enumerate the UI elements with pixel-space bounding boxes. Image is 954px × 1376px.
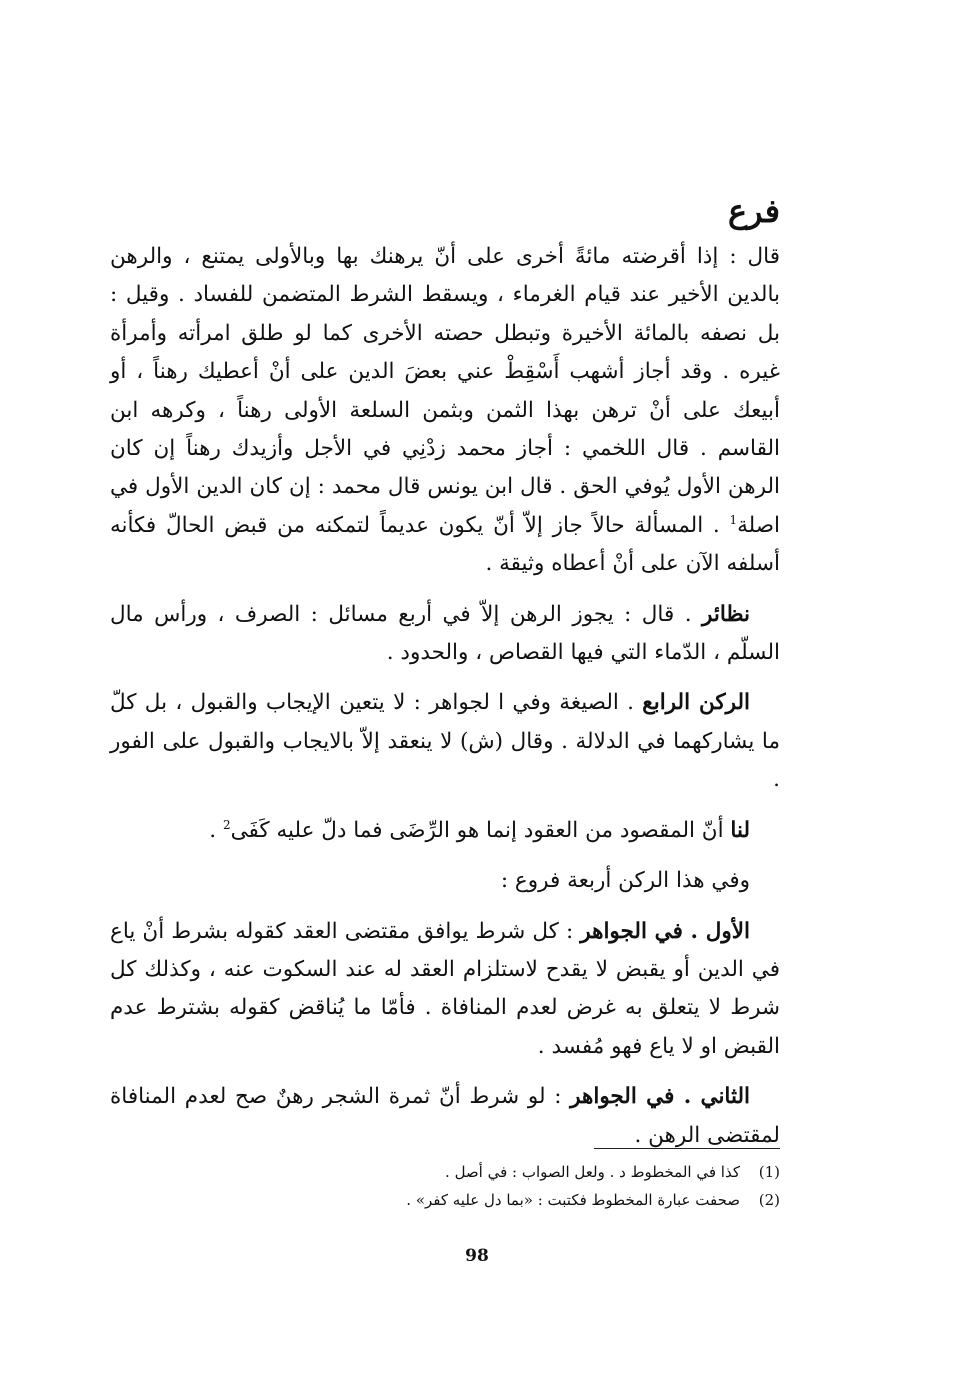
paragraph-lead: الثاني . في الجواهر	[570, 1084, 750, 1110]
paragraph-4	[110, 812, 780, 850]
paragraph-text: : لو شرط أنّ ثمرة الشجر رهنٌ صح لعدم المنافاة لمقتضى الرهن .	[110, 1084, 780, 1148]
footnote-separator	[594, 1148, 780, 1149]
paragraph-lead: نظائر	[701, 601, 750, 627]
page-number: 98	[465, 1246, 489, 1266]
paragraph-3	[110, 684, 780, 799]
paragraph-text: : كل شرط يوافق مقتضى العقد كقوله بشرط أنْ ياع في الدين أو يقبض لا يقدح لاستلزام العقد له عند السكوت عنه ، وكذلك كل شرط لا يتعلق به غرض لعدم المنافاة . فأمّا ما يُناقض كقوله بشترط عدم القبض او لا ياع فهو مُفسد .	[110, 918, 780, 1059]
paragraph-lead: الأول . في الجواهر	[580, 918, 750, 944]
paragraph-2	[110, 596, 780, 673]
footnotes	[300, 1158, 780, 1214]
paragraph-5	[110, 862, 780, 900]
paragraph-lead: لنا	[730, 817, 750, 843]
paragraph-text-tail: . المسألة حالاً جاز إلاّ أنّ يكون عديماً لتمكنه من قبض الحالّ فكأنه أسلفه الآن على أنْ أعطاه وثيقة .	[110, 512, 780, 577]
paragraph-text: . قال : يجوز الرهن إلاّ في أربع مسائل : الصرف ، ورأس مال السلّم ، الدّماء التي فيها القصاص ، والحدود .	[110, 601, 780, 666]
footnote-number: (1)	[758, 1163, 780, 1181]
paragraph-text: . الصيغة وفي ا لجواهر : لا يتعين الإيجاب والقبول ، بل كلّ ما يشاركهما في الدلالة . وقال (ش) لا ينعقد إلاّ بالايجاب والقبول على الفور .	[110, 690, 780, 793]
paragraph-1	[110, 238, 780, 584]
body-text	[110, 238, 780, 1155]
section-heading: فرع	[727, 192, 780, 230]
footnote-text: صحفت عبارة المخطوط فكتبت : «بما دل عليه كفر» .	[406, 1191, 740, 1209]
paragraph-lead: الركن الرابع	[642, 690, 751, 716]
paragraph-text: وفي هذا الركن أربعة فروع :	[500, 868, 750, 894]
paragraph-text-tail: .	[209, 817, 223, 843]
paragraph-text: أنّ المقصود من العقود إنما هو الرِّضَى فما دلّ عليه كَفَى	[230, 817, 731, 843]
footnote-2	[300, 1186, 780, 1214]
footnote-1	[300, 1158, 780, 1186]
footnote-text: كذا في المخطوط د . ولعل الصواب : في أصل .	[445, 1163, 740, 1181]
footnote-ref-1: 1	[729, 512, 738, 527]
paragraph-7	[110, 1078, 780, 1155]
paragraph-6	[110, 913, 780, 1067]
footnote-number: (2)	[758, 1191, 780, 1209]
paragraph-text: قال : إذا أقرضته مائةً أخرى على أنّ يرهنك بها وبالأولى يمتنع ، والرهن بالدين الأخير عند قيام الغرماء ، ويسقط الشرط المتضمن للفساد . وقيل : بل نصفه بالمائة الأخيرة وتبطل حصته الأخرى كما لو طلق امرأته وأمرأة غيره . وقد أجاز أشهب أَسْقِطْ عني بعضَ الدين على أنْ أعطيك رهناً ، أو أبيعك على أنْ ترهن بهذا الثمن وبثمن السلعة الأولى رهناً ، وكرهه ابن القاسم . قال اللخمي : أجاز محمد زدْنِي في الأجل وأزيدك رهناً إن كان الرهن الأول يُوفي الحق . قال ابن يونس قال محمد : إن كان الدين الأول في اصلة	[110, 244, 780, 538]
footnote-ref-2: 2	[222, 817, 231, 832]
